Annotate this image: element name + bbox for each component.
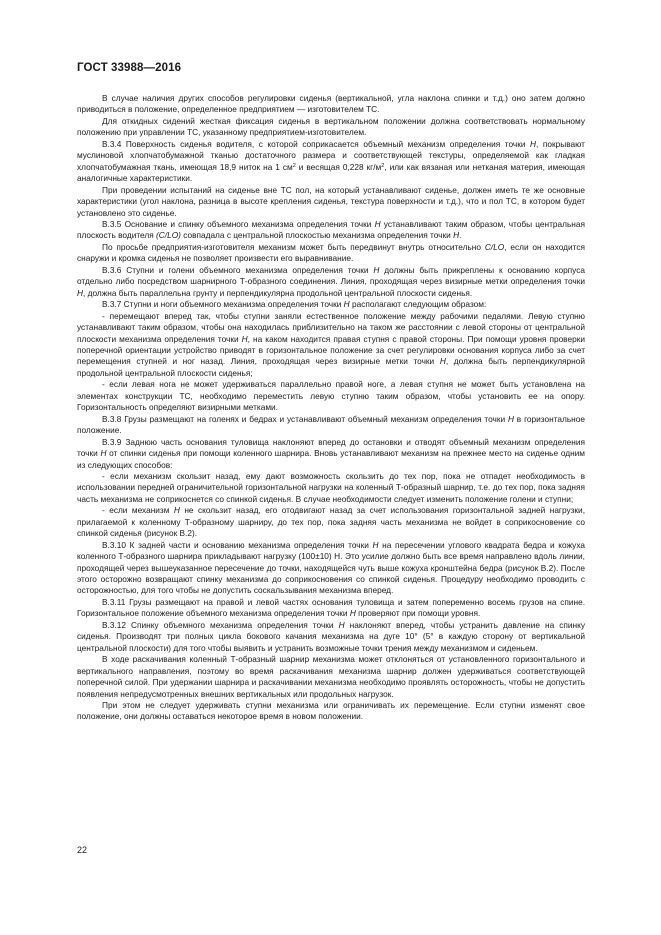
- paragraph-b35: В.3.5 Основание и спинку объемного механизма определения точки Н устанавливают таким образом, чтобы центральная плоскость водителя (C/LO) совпадала с центральной плоскостью механизма определения точки Н.: [77, 218, 585, 241]
- paragraph-b37-item-2: - если левая нога не может удерживаться параллельно правой ноге, а левая ступня не может быть установлена на элементах конструкции ТС, необходимо переместить левую ступню таким образом, чтобы установить ее на опору. Горизонтальность определяют визирными метками.: [77, 379, 585, 413]
- page-number: 22: [77, 845, 88, 855]
- paragraph-folding-seats: Для откидных сидений жесткая фиксация сиденья в вертикальном положении должна соответствовать нормальному положению при управлении ТС, указанному предприятием-изготовителем.: [77, 115, 585, 138]
- paragraph-b37-item-1: - перемещают вперед так, чтобы ступни заняли естественное положение между рабочими педалями. Левую ступню устанавливают таким образом, чтобы она находилась приблизительно на таком же расстоянии с левой стороны от центральной плоскости механизма определения точки Н, на каком находится правая ступня с правой стороны. При помощи уровня проверки поперечной ориентации устройство приводят в горизонтальное положение за счет регулировки основания корпуса либо за счет перемещения ступней и ног назад. Линия, проходящая через визирные метки точки Н, должна быть перпендикулярной продольной центральной плоскости сиденья;: [77, 310, 585, 378]
- paragraph-manufacturer-request: По просьбе предприятия-изготовителя механизм может быть передвинут внутрь относительно C/LO, если он находится снаружи и кромка сиденья не позволяет произвести его выравнивание.: [77, 241, 585, 264]
- paragraph-b312: В.3.12 Спинку объемного механизма определения точки Н наклоняют вперед, чтобы устранить давление на спинку сиденья. Производят три полных цикла бокового качания механизма на дуге 10° (5° в каждую сторону от вертикальной центральной плоскости) для того чтобы выявить и устранить возможные точки трения между механизмом и сиденьем.: [77, 619, 586, 653]
- document-body: [77, 93, 585, 723]
- paragraph-b39-item-1: - если механизм скользит назад, ему дают возможность скользить до тех пор, пока не отпадет необходимость в использовании передней ограничительной горизонтальной нагрузки на коленный Т-образный шарнир, т.е. до тех пор, пока задняя часть механизма не соприкоснется со спинкой сиденья. В случае необходимости следует изменить положение голени и ступни;: [77, 470, 585, 504]
- paragraph-b36: В.3.6 Ступни и голени объемного механизма определения точки Н должны быть прикреплены к основанию корпуса отдельно либо посредством шарнирного Т-образного соединения. Линия, проходящая через визирные метки определения точки Н, должна быть параллельна грунту и перпендикулярна продольной центральной плоскости сиденья.: [77, 264, 585, 298]
- paragraph-feet-note: При этом не следует удерживать ступни механизма или ограничивать их перемещение. Если ступни изменят свое положение, они должны оставаться некоторое время в новом положении.: [77, 700, 585, 722]
- paragraph-b311: В.3.11 Грузы размещают на правой и левой частях основания туловища и затем попеременно восемь грузов на спине. Горизонтальное положение объемного механизма определения точки Н проверяют при помощи уровня.: [77, 596, 585, 619]
- paragraph-b37: В.3.7 Ступни и ноги объемного механизма определения точки Н располагают следующим образом:: [102, 299, 487, 310]
- paragraph-b38: В.3.8 Грузы размещают на голенях и бедрах и устанавливают объемный механизм определения точки Н в горизонтальное положение.: [77, 413, 585, 436]
- paragraph-rocking-note: В ходе раскачивания коленный Т-образный шарнир механизма может отклоняться от установленного горизонтального и вертикального направления, поэтому во время раскачивания механизма шарнир должен удерживаться соответствующей поперечной силой. При удержании шарнира и раскачивании механизма необходимо проявлять осторожность, чтобы не допустить появления непредусмотренных внешних вертикальных или продольных нагрузок.: [77, 654, 585, 699]
- standard-header: ГОСТ 33988—2016: [77, 62, 182, 74]
- paragraph-seat-adjustment: В случае наличия других способов регулировки сиденья (вертикальной, угла наклона спинки и т.д.) оно затем должно приводиться в положение, определенное предприятием — изготовителем ТС.: [77, 93, 585, 115]
- paragraph-test-outside-vehicle: При проведении испытаний на сиденье вне ТС пол, на который устанавливают сиденье, должен иметь те же основные характеристики (угол наклона, разница в высоте крепления сиденья, текстура поверхности и т.д.), что и пол ТС, в котором будет установлено это сиденье.: [77, 184, 585, 218]
- paragraph-b39: В.3.9 Заднюю часть основания туловища наклоняют вперед до остановки и отводят объемный механизм определения точки Н от спинки сиденья при помощи коленного шарнира. Вновь устанавливают механизм на прежнее место на сиденье одним из следующих способов:: [77, 436, 586, 470]
- paragraph-b39-item-2: - если механизм Н не скользит назад, его отодвигают назад за счет использования горизонтальной задней нагрузки, прилагаемой к коленному Т-образному шарниру, до тех пор, пока задняя часть механизма не войдет в соприкосновение со спинкой сиденья (рисунок В.2).: [77, 505, 586, 539]
- paragraph-b310: В.3.10 К задней части и основанию механизма определения точки Н на пересечении углового квадрата бедра и кожуха коленного Т-образного шарнира прикладывают нагрузку (100±10) Н. Это усилие должно быть все время направлено вдоль линии, проходящей через вышеуказанное пересечение до точки, находящейся чуть выше кожуха кронштейна бедра (рисунок В.2). После этого осторожно возвращают спинку механизма до соприкосновения со спинкой сиденья. Процедуру необходимо проводить с осторожностью, для того чтобы не допустить соскальзывания механизма вперед.: [77, 539, 585, 596]
- paragraph-b34: В.3.4 Поверхность сиденья водителя, с которой соприкасается объемный механизм определения точки Н, покрывают муслиновой хлопчатобумажной тканью достаточного размера и соответствующей текстуры, определяемой как гладкая хлопчатобумажная ткань, имеющая 18,9 ниток на 1 $см^2$ и весящая 0,228 $кг/м^2$, или как вязаная или нетканая материя, имеющая аналогичные характеристики.: [77, 138, 585, 184]
